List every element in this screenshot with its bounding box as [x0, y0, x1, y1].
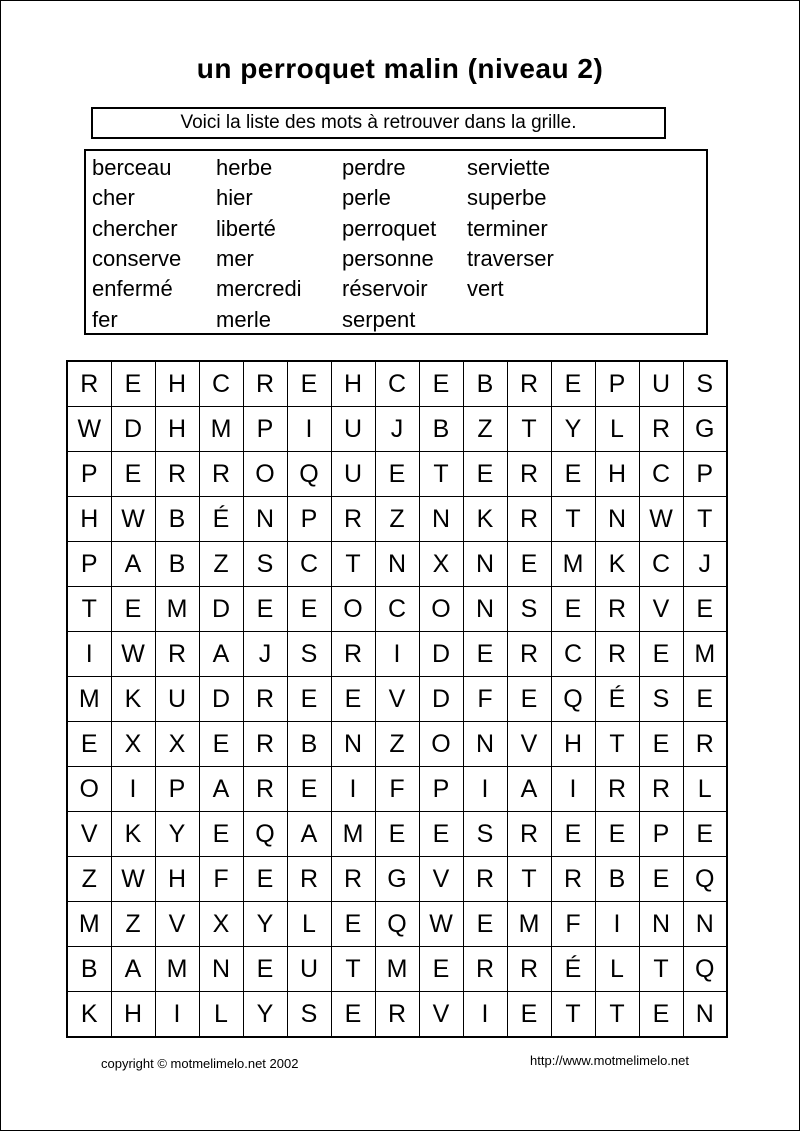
grid-cell: R — [155, 632, 199, 677]
word-item: superbe — [467, 185, 547, 211]
grid-cell: E — [287, 361, 331, 407]
grid-cell: T — [595, 722, 639, 767]
grid-cell: P — [243, 407, 287, 452]
grid-row — [67, 361, 727, 407]
word-item: serpent — [342, 306, 416, 332]
grid-cell: R — [507, 947, 551, 992]
grid-cell: L — [287, 902, 331, 947]
word-item: personne — [342, 246, 434, 272]
grid-cell: N — [683, 902, 727, 947]
grid-cell: E — [243, 947, 287, 992]
grid-cell: E — [331, 902, 375, 947]
grid-cell: U — [331, 452, 375, 497]
grid-cell: A — [199, 632, 243, 677]
grid-cell: M — [67, 677, 111, 722]
grid-cell: F — [199, 857, 243, 902]
grid-cell: E — [243, 587, 287, 632]
grid-cell: I — [463, 767, 507, 812]
grid-cell: I — [331, 767, 375, 812]
grid-cell: R — [595, 767, 639, 812]
word-item: vert — [467, 276, 504, 302]
grid-cell: P — [683, 452, 727, 497]
grid-row — [67, 812, 727, 857]
grid-cell: T — [67, 587, 111, 632]
grid-cell: W — [111, 857, 155, 902]
grid-cell: E — [639, 992, 683, 1038]
grid-cell: R — [595, 632, 639, 677]
grid-cell: H — [155, 407, 199, 452]
grid-cell: Z — [463, 407, 507, 452]
grid-cell: T — [507, 857, 551, 902]
grid-cell: K — [595, 542, 639, 587]
grid-cell: R — [639, 407, 683, 452]
grid-cell: R — [67, 361, 111, 407]
grid-cell: R — [331, 632, 375, 677]
grid-cell: E — [463, 452, 507, 497]
grid-row — [67, 497, 727, 542]
grid-cell: H — [595, 452, 639, 497]
grid-cell: M — [155, 587, 199, 632]
grid-cell: S — [683, 361, 727, 407]
word-item: perdre — [342, 155, 406, 181]
grid-cell: S — [463, 812, 507, 857]
grid-cell: H — [155, 857, 199, 902]
grid-cell: T — [639, 947, 683, 992]
grid-cell: M — [67, 902, 111, 947]
grid-cell: R — [507, 632, 551, 677]
grid-cell: E — [507, 992, 551, 1038]
grid-cell: K — [111, 677, 155, 722]
grid-cell: C — [639, 542, 683, 587]
grid-cell: S — [639, 677, 683, 722]
grid-cell: B — [287, 722, 331, 767]
word-item: mer — [216, 246, 254, 272]
grid-cell: É — [551, 947, 595, 992]
grid-cell: P — [67, 452, 111, 497]
grid-cell: I — [595, 902, 639, 947]
grid-cell: E — [419, 947, 463, 992]
grid-cell: N — [463, 542, 507, 587]
grid-cell: Y — [243, 902, 287, 947]
instruction-box — [91, 107, 666, 139]
word-item: hier — [216, 185, 253, 211]
grid-cell: S — [243, 542, 287, 587]
grid-cell: T — [551, 992, 595, 1038]
grid-cell: E — [463, 902, 507, 947]
word-item: chercher — [92, 215, 178, 241]
grid-cell: E — [331, 992, 375, 1038]
grid-cell: I — [375, 632, 419, 677]
grid-cell: E — [683, 587, 727, 632]
instruction-text: Voici la liste des mots à retrouver dans la grille. — [180, 112, 577, 133]
grid-cell: Y — [155, 812, 199, 857]
grid-cell: A — [199, 767, 243, 812]
grid-cell: V — [419, 992, 463, 1038]
grid-cell: B — [155, 542, 199, 587]
grid-row — [67, 902, 727, 947]
grid-cell: N — [463, 587, 507, 632]
grid-cell: R — [507, 812, 551, 857]
grid-cell: N — [639, 902, 683, 947]
grid-cell: E — [243, 857, 287, 902]
grid-cell: J — [375, 407, 419, 452]
grid-cell: X — [199, 902, 243, 947]
grid-cell: X — [155, 722, 199, 767]
grid-cell: E — [551, 452, 595, 497]
grid-cell: G — [683, 407, 727, 452]
grid-cell: M — [155, 947, 199, 992]
grid-cell: E — [551, 587, 595, 632]
word-item: mercredi — [216, 276, 302, 302]
grid-cell: N — [595, 497, 639, 542]
grid-cell: E — [551, 812, 595, 857]
grid-cell: X — [111, 722, 155, 767]
word-item: perroquet — [342, 215, 437, 241]
grid-cell: R — [243, 677, 287, 722]
grid-cell: K — [463, 497, 507, 542]
grid-cell: C — [287, 542, 331, 587]
grid-cell: R — [507, 497, 551, 542]
grid-cell: S — [287, 992, 331, 1038]
grid-cell: H — [155, 361, 199, 407]
grid-cell: Q — [551, 677, 595, 722]
grid-cell: C — [199, 361, 243, 407]
website-url: http://www.motmelimelo.net — [530, 1053, 689, 1068]
grid-cell: R — [375, 992, 419, 1038]
grid-cell: I — [287, 407, 331, 452]
grid-cell: N — [375, 542, 419, 587]
grid-cell: R — [463, 857, 507, 902]
grid-cell: U — [639, 361, 683, 407]
grid-cell: X — [419, 542, 463, 587]
grid-cell: E — [507, 542, 551, 587]
grid-cell: S — [507, 587, 551, 632]
grid-cell: Q — [243, 812, 287, 857]
grid-cell: N — [331, 722, 375, 767]
grid-cell: E — [111, 361, 155, 407]
grid-cell: J — [683, 542, 727, 587]
page-title: un perroquet malin (niveau 2) — [196, 53, 604, 84]
grid-cell: N — [199, 947, 243, 992]
grid-cell: E — [463, 632, 507, 677]
grid-cell: C — [639, 452, 683, 497]
grid-cell: O — [419, 587, 463, 632]
grid-cell: R — [243, 767, 287, 812]
word-column — [216, 153, 302, 335]
grid-cell: R — [331, 497, 375, 542]
grid-cell: E — [111, 452, 155, 497]
grid-cell: C — [551, 632, 595, 677]
grid-cell: B — [463, 361, 507, 407]
word-item: terminer — [467, 215, 548, 241]
grid-cell: N — [243, 497, 287, 542]
grid-cell: E — [639, 857, 683, 902]
grid-cell: E — [639, 632, 683, 677]
word-item: berceau — [92, 155, 172, 181]
grid-cell: T — [683, 497, 727, 542]
grid-cell: E — [595, 812, 639, 857]
grid-cell: E — [683, 812, 727, 857]
word-item: réservoir — [342, 276, 428, 302]
grid-row — [67, 677, 727, 722]
grid-row — [67, 767, 727, 812]
word-item: serviette — [467, 155, 551, 181]
grid-cell: E — [287, 677, 331, 722]
grid-row — [67, 452, 727, 497]
grid-cell: W — [419, 902, 463, 947]
grid-row — [67, 857, 727, 902]
grid-cell: C — [375, 361, 419, 407]
grid-cell: F — [463, 677, 507, 722]
grid-cell: T — [551, 497, 595, 542]
grid-cell: S — [287, 632, 331, 677]
grid-cell: E — [67, 722, 111, 767]
word-item: fer — [92, 306, 118, 332]
grid-cell: R — [155, 452, 199, 497]
grid-cell: É — [199, 497, 243, 542]
grid-cell: V — [155, 902, 199, 947]
grid-cell: H — [67, 497, 111, 542]
grid-cell: O — [331, 587, 375, 632]
grid-cell: D — [199, 587, 243, 632]
grid-cell: L — [595, 407, 639, 452]
grid-cell: E — [419, 812, 463, 857]
grid-cell: O — [67, 767, 111, 812]
grid-cell: P — [639, 812, 683, 857]
grid-cell: W — [111, 632, 155, 677]
grid-cell: L — [683, 767, 727, 812]
word-item: cher — [92, 185, 135, 211]
grid-cell: M — [683, 632, 727, 677]
grid-cell: V — [507, 722, 551, 767]
grid-cell: B — [155, 497, 199, 542]
grid-cell: Z — [111, 902, 155, 947]
grid-cell: A — [111, 542, 155, 587]
grid-cell: D — [419, 677, 463, 722]
grid-cell: M — [507, 902, 551, 947]
grid-cell: É — [595, 677, 639, 722]
grid-cell: T — [419, 452, 463, 497]
grid-cell: V — [639, 587, 683, 632]
grid-cell: Q — [683, 947, 727, 992]
grid-cell: A — [507, 767, 551, 812]
grid-row — [67, 587, 727, 632]
grid-cell: R — [507, 452, 551, 497]
grid-cell: O — [419, 722, 463, 767]
grid-cell: Z — [375, 497, 419, 542]
grid-cell: F — [551, 902, 595, 947]
grid-cell: E — [507, 677, 551, 722]
grid-cell: T — [331, 947, 375, 992]
grid-cell: R — [199, 452, 243, 497]
grid-cell: R — [331, 857, 375, 902]
grid-cell: H — [331, 361, 375, 407]
word-item: enfermé — [92, 276, 173, 302]
grid-cell: E — [639, 722, 683, 767]
grid-cell: I — [463, 992, 507, 1038]
copyright-text: copyright © motmelimelo.net 2002 — [101, 1056, 299, 1071]
word-column — [342, 153, 436, 335]
grid-cell: T — [331, 542, 375, 587]
grid-cell: T — [595, 992, 639, 1038]
grid-cell: M — [199, 407, 243, 452]
grid-cell: D — [199, 677, 243, 722]
grid-cell: P — [287, 497, 331, 542]
grid-cell: K — [111, 812, 155, 857]
grid-cell: A — [111, 947, 155, 992]
grid-cell: W — [111, 497, 155, 542]
grid-cell: U — [331, 407, 375, 452]
grid-cell: D — [111, 407, 155, 452]
grid-row — [67, 947, 727, 992]
grid-cell: G — [375, 857, 419, 902]
grid-row — [67, 632, 727, 677]
grid-cell: U — [287, 947, 331, 992]
grid-cell: R — [683, 722, 727, 767]
word-item: conserve — [92, 246, 182, 272]
grid-cell: E — [199, 722, 243, 767]
grid-cell: R — [551, 857, 595, 902]
grid-cell: E — [419, 361, 463, 407]
grid-cell: E — [199, 812, 243, 857]
grid-cell: M — [551, 542, 595, 587]
grid-cell: E — [287, 767, 331, 812]
grid-cell: N — [683, 992, 727, 1038]
grid-cell: R — [287, 857, 331, 902]
grid-cell: T — [507, 407, 551, 452]
word-item: liberté — [216, 215, 276, 241]
grid-cell: M — [375, 947, 419, 992]
grid-cell: E — [111, 587, 155, 632]
word-item: merle — [216, 306, 272, 332]
grid-cell: R — [243, 722, 287, 767]
grid-cell: K — [67, 992, 111, 1038]
grid-cell: F — [375, 767, 419, 812]
word-item: herbe — [216, 155, 273, 181]
grid-cell: P — [595, 361, 639, 407]
grid-cell: Z — [199, 542, 243, 587]
grid-cell: P — [155, 767, 199, 812]
grid-cell: D — [419, 632, 463, 677]
grid-cell: O — [243, 452, 287, 497]
grid-cell: R — [507, 361, 551, 407]
grid-row — [67, 992, 727, 1038]
letter-grid-body — [67, 361, 727, 1037]
grid-cell: P — [67, 542, 111, 587]
grid-cell: H — [111, 992, 155, 1038]
grid-cell: U — [155, 677, 199, 722]
grid-cell: A — [287, 812, 331, 857]
grid-cell: R — [243, 361, 287, 407]
grid-row — [67, 407, 727, 452]
grid-cell: I — [551, 767, 595, 812]
grid-cell: Y — [243, 992, 287, 1038]
grid-cell: E — [375, 452, 419, 497]
grid-cell: N — [419, 497, 463, 542]
grid-cell: V — [419, 857, 463, 902]
grid-cell: C — [375, 587, 419, 632]
grid-cell: Z — [375, 722, 419, 767]
grid-cell: E — [287, 587, 331, 632]
grid-cell: B — [67, 947, 111, 992]
grid-cell: V — [67, 812, 111, 857]
letter-grid — [66, 360, 728, 1038]
grid-cell: E — [551, 361, 595, 407]
word-list — [84, 149, 708, 335]
grid-cell: I — [111, 767, 155, 812]
grid-cell: J — [243, 632, 287, 677]
grid-cell: B — [595, 857, 639, 902]
word-column — [467, 153, 554, 304]
grid-cell: Q — [375, 902, 419, 947]
grid-cell: L — [199, 992, 243, 1038]
grid-cell: B — [419, 407, 463, 452]
grid-cell: E — [375, 812, 419, 857]
grid-cell: H — [551, 722, 595, 767]
grid-cell: Z — [67, 857, 111, 902]
grid-cell: W — [67, 407, 111, 452]
word-item: traverser — [467, 246, 554, 272]
grid-cell: R — [639, 767, 683, 812]
grid-cell: N — [463, 722, 507, 767]
grid-cell: E — [331, 677, 375, 722]
grid-cell: V — [375, 677, 419, 722]
grid-cell: E — [683, 677, 727, 722]
word-item: perle — [342, 185, 391, 211]
grid-cell: I — [67, 632, 111, 677]
grid-row — [67, 722, 727, 767]
grid-cell: Q — [287, 452, 331, 497]
grid-cell: L — [595, 947, 639, 992]
grid-cell: R — [595, 587, 639, 632]
grid-cell: I — [155, 992, 199, 1038]
grid-cell: Q — [683, 857, 727, 902]
grid-cell: Y — [551, 407, 595, 452]
word-column — [92, 153, 181, 335]
grid-cell: R — [463, 947, 507, 992]
grid-cell: W — [639, 497, 683, 542]
grid-cell: P — [419, 767, 463, 812]
grid-row — [67, 542, 727, 587]
grid-cell: M — [331, 812, 375, 857]
